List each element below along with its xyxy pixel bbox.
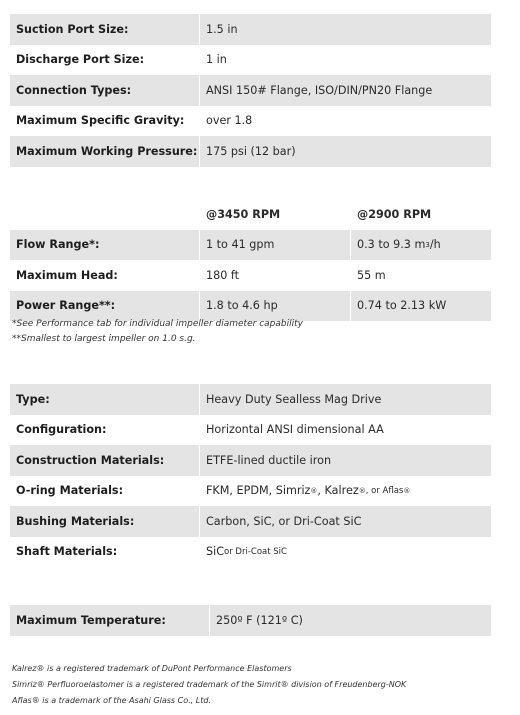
spec-label: Suction Port Size: [16, 22, 129, 36]
table-header-row [10, 199, 491, 230]
spec-value: ANSI 150# Flange, ISO/DIN/PN20 Flange [199, 75, 491, 106]
port-specs-table [10, 14, 491, 167]
table-row [10, 506, 491, 537]
table-row [10, 476, 491, 507]
spec-label: Configuration: [16, 423, 107, 437]
table-row [10, 291, 491, 322]
spec-value: 250º F (121º C) [209, 605, 491, 636]
spec-label: Maximum Head: [16, 268, 118, 282]
spec-value-3450: 1 to 41 gpm [199, 230, 350, 261]
spec-label: Maximum Working Pressure: [16, 144, 198, 158]
table-row [10, 75, 491, 106]
table-row [10, 45, 491, 76]
table-row [10, 384, 491, 415]
spec-label: O-ring Materials: [16, 484, 124, 498]
spec-value: 1 in [199, 45, 491, 76]
performance-note-1: *See Performance tab for individual impeller diameter capability [12, 319, 303, 329]
spec-value: Horizontal ANSI dimensional AA [199, 415, 491, 446]
table-row [10, 14, 491, 45]
table-row [10, 230, 491, 261]
spec-value-2900: 0.3 to 9.3 m 3 /h [350, 230, 491, 261]
spec-value-3450: 180 ft [199, 260, 350, 291]
spec-label: Bushing Materials: [16, 514, 135, 528]
spec-value-2900: 55 m [350, 260, 491, 291]
spec-label: Type: [16, 392, 50, 406]
spec-label: Power Range**: [16, 299, 116, 313]
spec-label: Discharge Port Size: [16, 53, 145, 67]
spec-value-2900: 0.74 to 2.13 kW [350, 291, 491, 322]
trademark-footnote-kalrez: Kalrez® is a registered trademark of DuPont Performance Elastomers [12, 664, 292, 673]
table-row [10, 537, 491, 568]
spec-label: Construction Materials: [16, 453, 165, 467]
spec-value: Carbon, SiC, or Dri-Coat SiC [199, 506, 491, 537]
spec-value: FKM, EPDM, Simriz ® , Kalrez ® , or Aflas ® [199, 476, 491, 507]
table-row [10, 445, 491, 476]
spec-value: Heavy Duty Sealless Mag Drive [199, 384, 491, 415]
spec-value: ETFE-lined ductile iron [199, 445, 491, 476]
trademark-footnote-aflas: Aflas® is a trademark of the Asahi Glass Co., Ltd. [12, 696, 211, 705]
table-row [10, 136, 491, 167]
table-row [10, 415, 491, 446]
spec-label: Maximum Specific Gravity: [16, 114, 185, 128]
spec-value: over 1.8 [199, 106, 491, 137]
spec-label: Shaft Materials: [16, 545, 118, 559]
table-row [10, 605, 491, 636]
performance-table [10, 199, 491, 321]
spec-label: Maximum Temperature: [16, 613, 166, 627]
temperature-table [10, 605, 491, 636]
table-row [10, 260, 491, 291]
header-2900-rpm: @2900 RPM [350, 199, 491, 230]
performance-note-2: **Smallest to largest impeller on 1.0 s.g. [12, 334, 196, 344]
spec-label: Flow Range*: [16, 238, 100, 252]
spec-value: 175 psi (12 bar) [199, 136, 491, 167]
header-3450-rpm: @3450 RPM [199, 199, 350, 230]
spec-value-3450: 1.8 to 4.6 hp [199, 291, 350, 322]
table-row [10, 106, 491, 137]
trademark-footnote-simriz: Simriz® Perfluoroelastomer is a registered trademark of the Simrit® division of Freudenberg-NOK [12, 680, 407, 689]
spec-label: Connection Types: [16, 83, 132, 97]
spec-value: 1.5 in [199, 14, 491, 45]
construction-table [10, 384, 491, 567]
spec-value: SiC or Dri-Coat SiC [199, 537, 491, 568]
